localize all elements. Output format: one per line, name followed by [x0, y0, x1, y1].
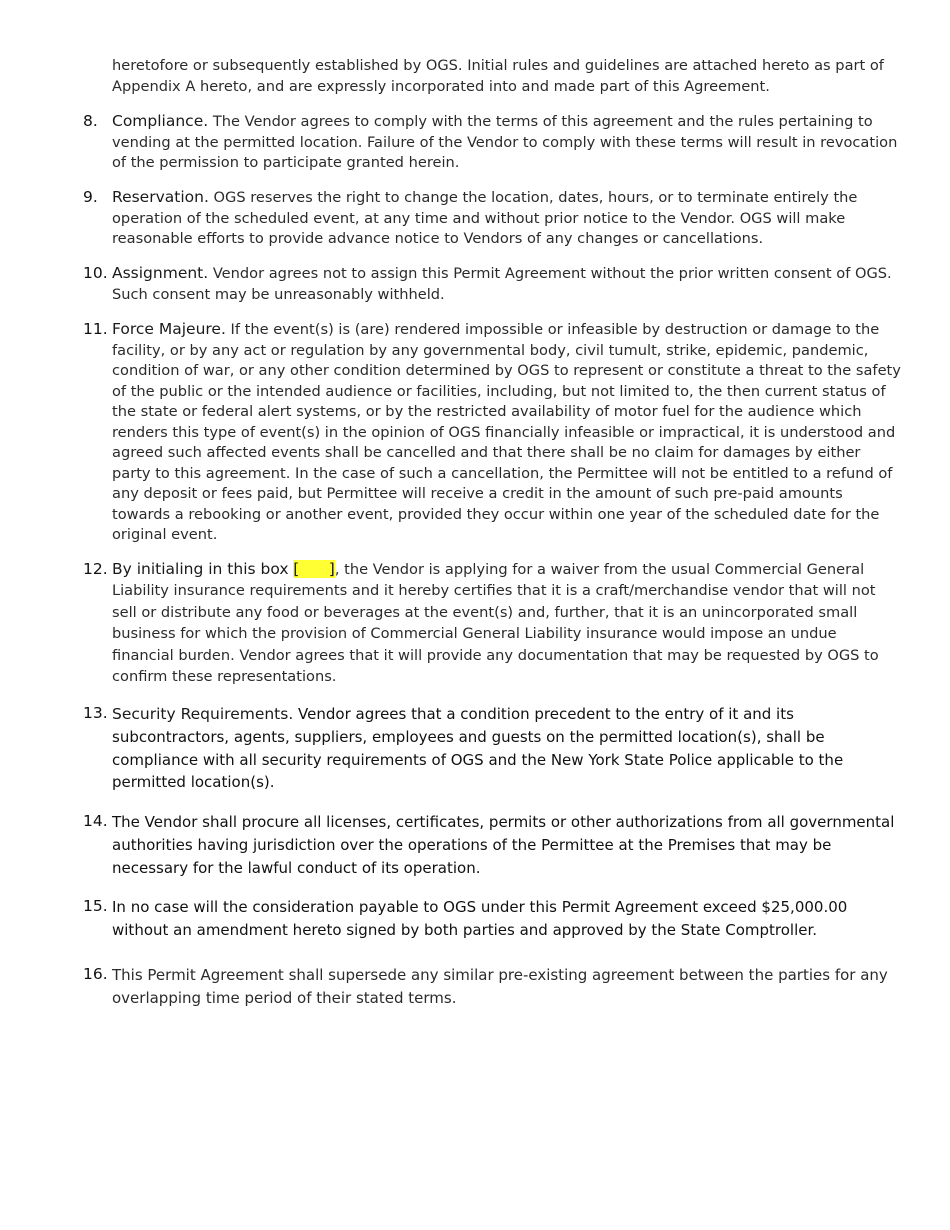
clause-body [112, 187, 902, 250]
continuation-paragraph: heretofore or subsequently established by OGS. Initial rules and guidelines are attached hereto as part of Appendix A hereto, and are expressly incorporated into and made part of this Agreement. [112, 57, 884, 95]
clause-text: The Vendor agrees to comply with the terms of this agreement and the rules pertaining to vending at the permitted location. Failure of the Vendor to comply with these terms will result in revocation of the permission to participate granted herein. [112, 113, 898, 171]
clause-number: 15. [83, 897, 108, 915]
clause-text: The Vendor shall procure all licenses, certificates, permits or other authorizations from all governmental authorities having jurisdiction over the operations of the Permittee at the Premises that may be necessary for the lawful conduct of its operation. [112, 813, 895, 877]
clause-text: In no case will the consideration payable to OGS under this Permit Agreement exceed $25,000.00 without an amendment hereto signed by both parties and approved by the State Comptroller. [112, 898, 848, 939]
clause-text: OGS reserves the right to change the location, dates, hours, or to terminate entirely the operation of the scheduled event, at any time and without prior notice to the Vendor. OGS will make reasonable efforts to provide advance notice to Vendors of any changes or cancellations. [112, 189, 858, 247]
clause-text: If the event(s) is (are) rendered impossible or infeasible by destruction or damage to the facility, or by any act or regulation by any governmental body, civil tumult, strike, epidemic, pandemic, condition of war, or any other condition determined by OGS to represent or constitute a threat to the safety of the public or the intended audience or facilities, including, but not limited to, the then current status of the state or federal alert systems, or by the restricted availability of motor fuel for the audience which renders this type of event(s) in the opinion of OGS financially infeasible or impractical, it is understood and agreed such affected events shall be cancelled and that there shall be no claim for damages by either party to this agreement. In the case of such a cancellation, the Permittee will not be entitled to a refund of any deposit or fees paid, but Permittee will receive a credit in the amount of such pre-paid amounts towards a rebooking or another event, provided they occur within one year of the scheduled date for the original event. [112, 321, 901, 543]
clause-body [112, 111, 902, 174]
clause-heading: Reservation. [112, 188, 209, 206]
clause-number: 8. [83, 112, 98, 130]
clause-number: 11. [83, 320, 108, 338]
clause-body [112, 319, 902, 546]
clause-heading: Force Majeure. [112, 320, 226, 338]
clause-number: 9. [83, 188, 98, 206]
clause-heading: Assignment. [112, 264, 209, 282]
clause-body [112, 896, 902, 942]
clause-text: Vendor agrees that a condition precedent to the entry of it and its subcontractors, agents, suppliers, employees and guests on the permitted location(s), shall be compliance with all security requirements of OGS and the New York State Police applicable to the permitted location(s). [112, 705, 844, 792]
clause-heading: Compliance. [112, 112, 209, 130]
clause-number: 10. [83, 264, 108, 282]
clause-heading: Security Requirements. [112, 705, 294, 723]
clause-number: 12. [83, 560, 108, 578]
clause-body [112, 703, 902, 794]
clause-text: Vendor agrees not to assign this Permit Agreement without the prior written consent of OGS. Such consent may be unreasonably withheld. [112, 265, 892, 303]
clause-body [112, 811, 902, 879]
clause-number: 14. [83, 812, 108, 830]
clause-number: 13. [83, 704, 108, 722]
clause-heading: By initialing in this box [112, 560, 289, 578]
clause-number: 16. [83, 965, 108, 983]
initial-box[interactable]: [ ] [293, 560, 335, 578]
clause-body [112, 559, 902, 687]
clause-text: , the Vendor is applying for a waiver from the usual Commercial General Liability insurance requirements and it hereby certifies that it is a craft/merchandise vendor that will not sell or distribute any food or beverages at the event(s) and, further, that it is an unincorporated small business for which the provision of Commercial General Liability insurance would impose an undue financial burden. Vendor agrees that it will provide any documentation that may be requested by OGS to confirm these representations. [112, 561, 879, 686]
clause-body [112, 964, 902, 1010]
clause-body [112, 263, 902, 305]
clause-text: This Permit Agreement shall supersede any similar pre-existing agreement between the parties for any overlapping time period of their stated terms. [112, 966, 888, 1007]
